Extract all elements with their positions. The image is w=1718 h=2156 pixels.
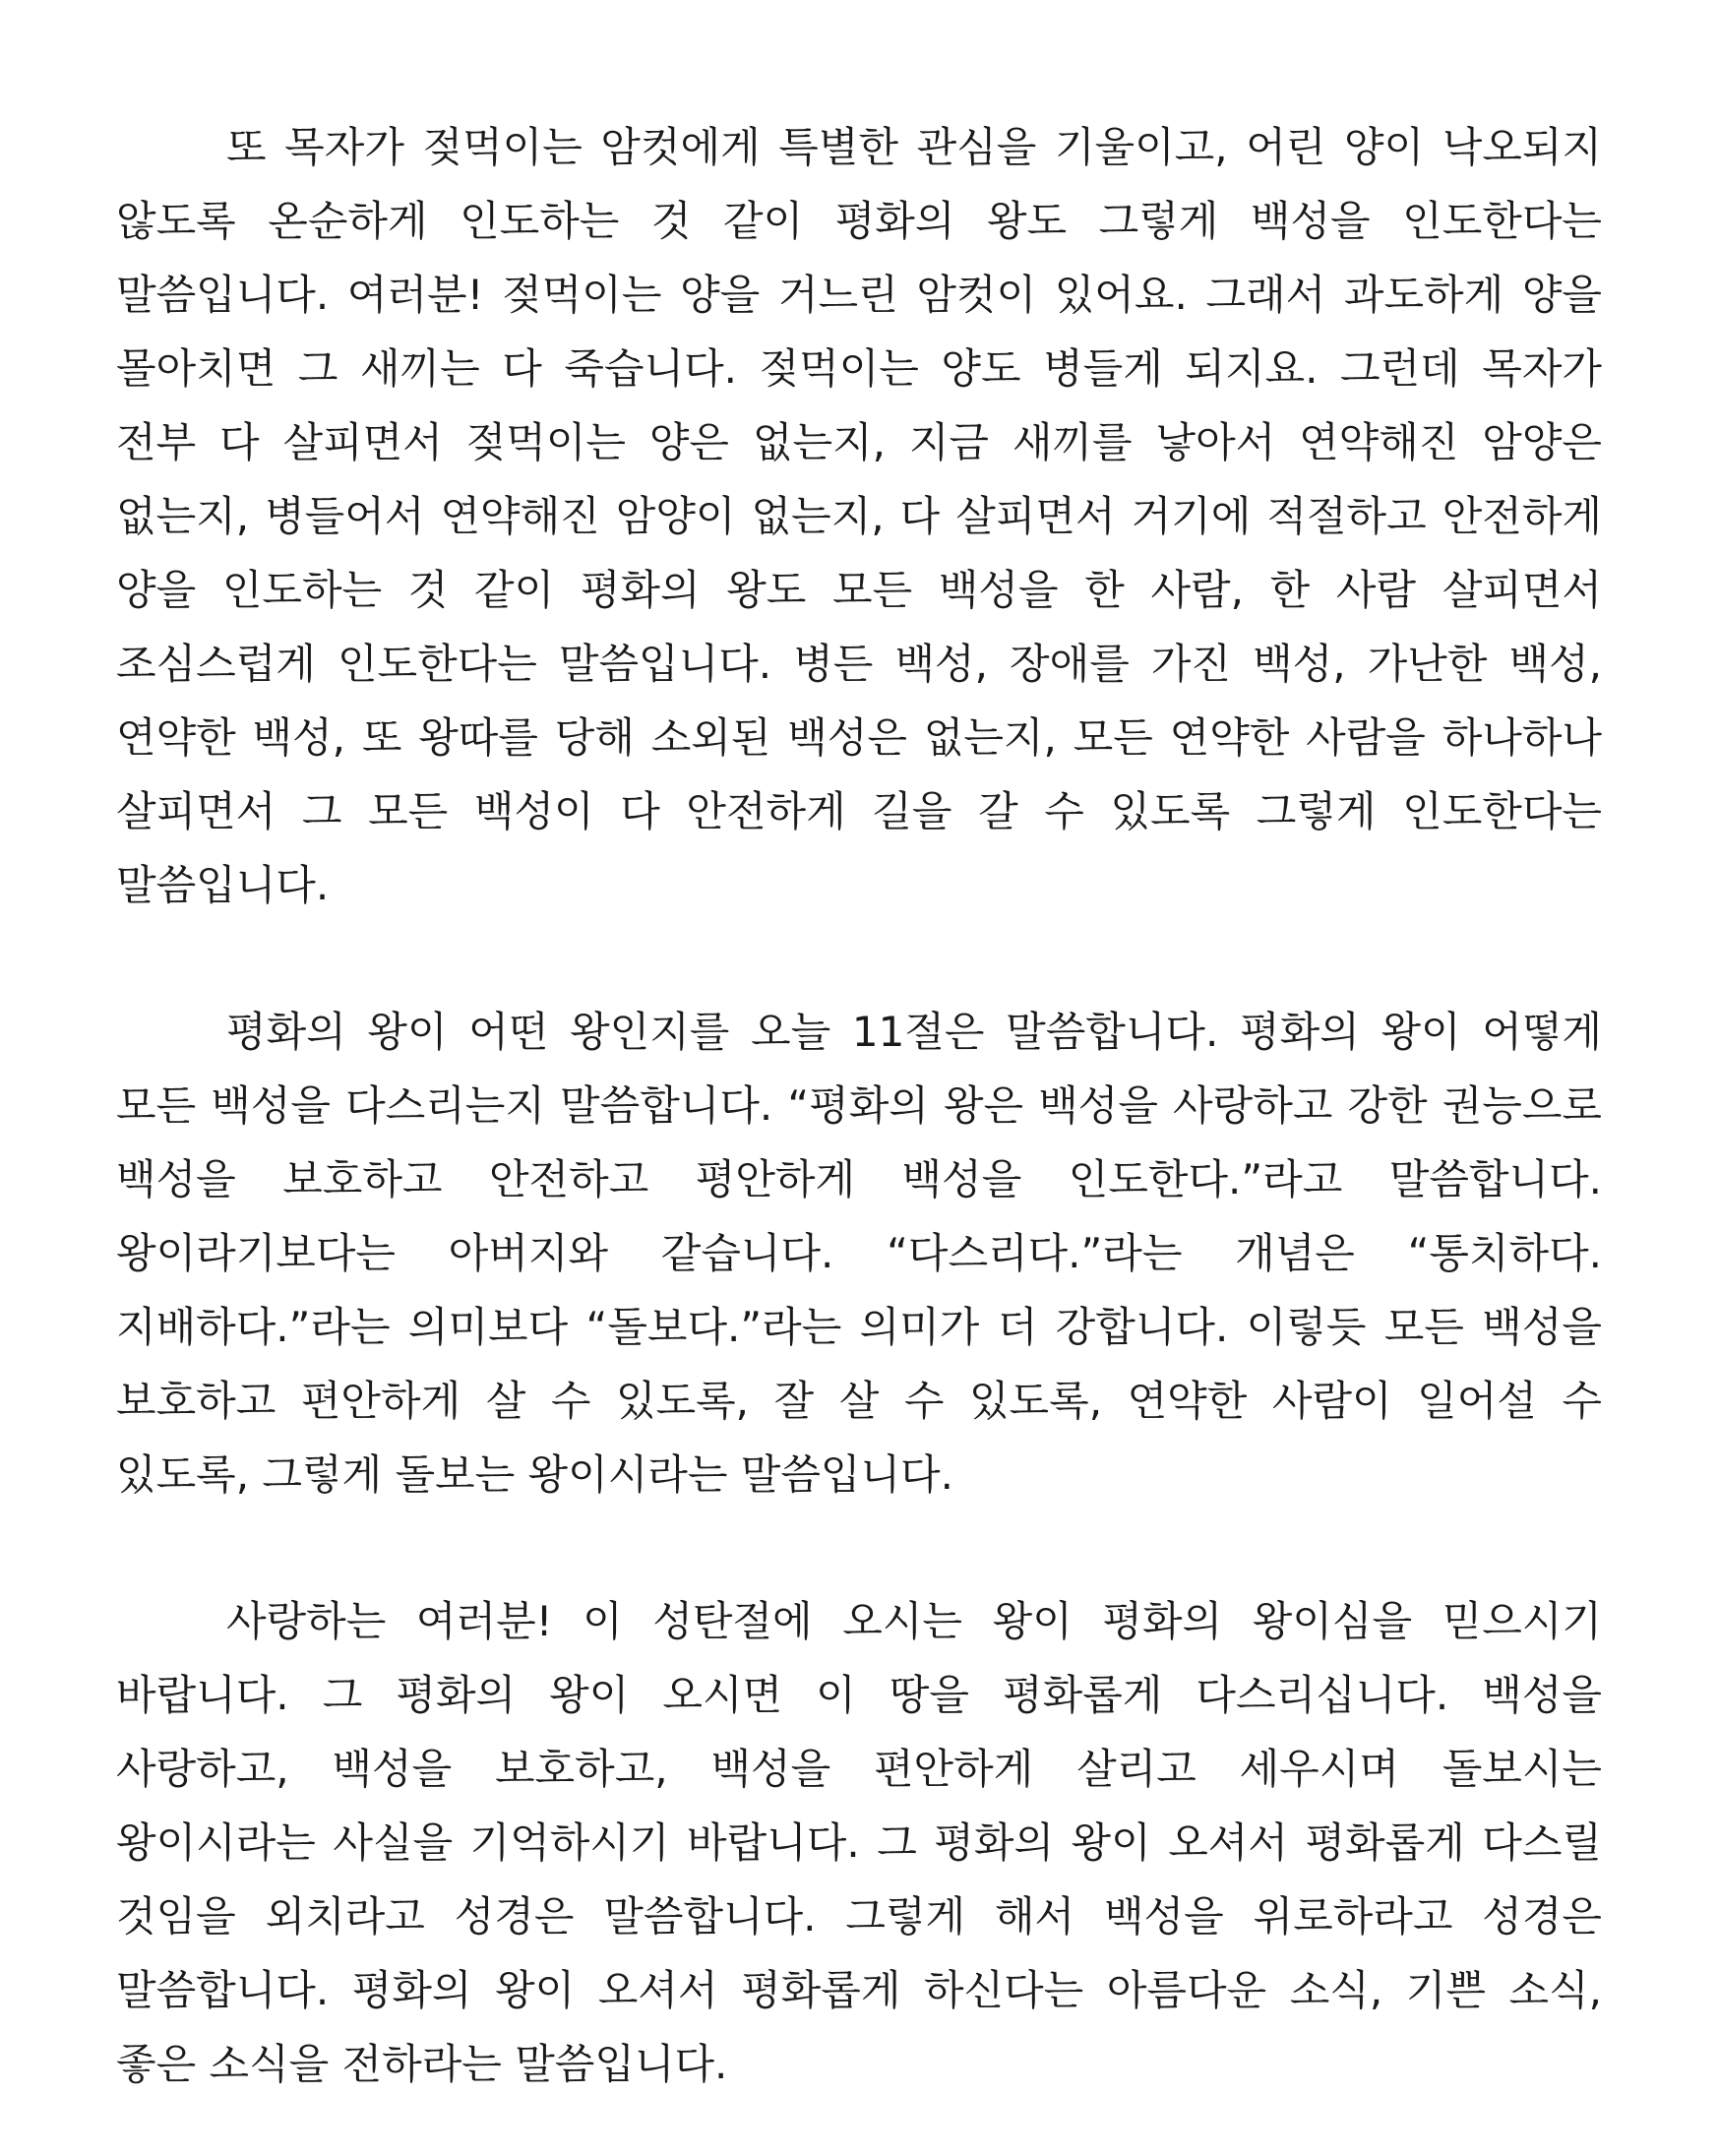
paragraph-king-of-peace-rule: 평화의 왕이 어떤 왕인지를 오늘 11절은 말씀합니다. 평화의 왕이 어떻게 모든 백성을 다스리는지 말씀합니다. “평화의 왕은 백성을 사랑하고 강한 권능으로 백성을 보호하고 안전하고 평안하게 백성을 인도한다.”라고 말씀합니다. 왕이라기보다는 아버지와 같습니다. “다스리다.”라는 개념은 “통치하다. 지배하다.”라는 의미보다 “돌보다.”라는 의미가 더 강합니다. 이렇듯 모든 백성을 보호하고 편안하게 살 수 있도록, 잘 살 수 있도록, 연약한 사람이 일어설 수 있도록, 그렇게 돌보는 왕이시라는 말씀입니다. [116,1008,1602,1499]
document-page [116,110,1602,2101]
paragraph-shepherd-guidance: 또 목자가 젖먹이는 암컷에게 특별한 관심을 기울이고, 어린 양이 낙오되지 않도록 온순하게 인도하는 것 같이 평화의 왕도 그렇게 백성을 인도한다는 말씀입니다. 여러분! 젖먹이는 양을 거느린 암컷이 있어요. 그래서 과도하게 양을 몰아치면 그 새끼는 다 죽습니다. 젖먹이는 양도 병들게 되지요. 그런데 목자가 전부 다 살피면서 젖먹이는 양은 없는지, 지금 새끼를 낳아서 연약해진 암양은 없는지, 병들어서 연약해진 암양이 없는지, 다 살피면서 거기에 적절하고 안전하게 양을 인도하는 것 같이 평화의 왕도 모든 백성을 한 사람, 한 사람 살피면서 조심스럽게 인도한다는 말씀입니다. 병든 백성, 장애를 가진 백성, 가난한 백성, 연약한 백성, 또 왕따를 당해 소외된 백성은 없는지, 모든 연약한 사람을 하나하나 살피면서 그 모든 백성이 다 안전하게 길을 갈 수 있도록 그렇게 인도한다는 말씀입니다. [116,123,1602,909]
paragraph-christmas-message: 사랑하는 여러분! 이 성탄절에 오시는 왕이 평화의 왕이심을 믿으시기 바랍니다. 그 평화의 왕이 오시면 이 땅을 평화롭게 다스리십니다. 백성을 사랑하고, 백성을 보호하고, 백성을 편안하게 살리고 세우시며 돌보시는 왕이시라는 사실을 기억하시기 바랍니다. 그 평화의 왕이 오셔서 평화롭게 다스릴 것임을 외치라고 성경은 말씀합니다. 그렇게 해서 백성을 위로하라고 성경은 말씀합니다. 평화의 왕이 오셔서 평화롭게 하신다는 아름다운 소식, 기쁜 소식, 좋은 소식을 전하라는 말씀입니다. [116,1597,1602,2088]
